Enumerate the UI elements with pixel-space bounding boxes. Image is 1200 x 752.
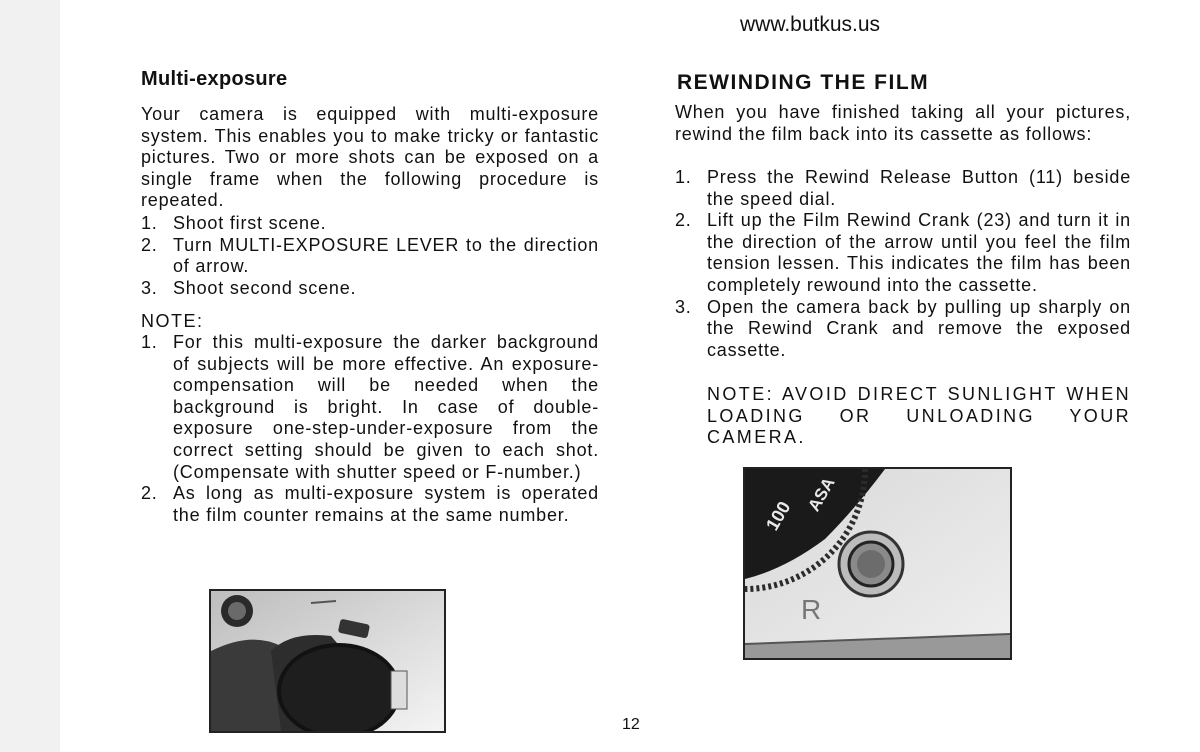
multi-exposure-steps <box>141 213 599 299</box>
note-label: NOTE: <box>141 311 204 331</box>
multi-exposure-notes <box>141 332 599 526</box>
list-item: 1. Shoot first scene. <box>141 213 327 233</box>
dial-asa-label: ASA <box>804 474 839 515</box>
rewinding-intro: When you have finished taking all your pictures, rewind the film back into its cassette as follows: <box>675 102 1131 144</box>
r-marking-label: R <box>801 594 822 625</box>
rewinding-steps <box>675 167 1131 361</box>
list-item: 3. Open the camera back by pulling up sharply on the Rewind Crank and remove the exposed cassette. <box>675 296 1131 360</box>
list-item: 3. Shoot second scene. <box>141 277 357 298</box>
rewind-release-button-photo <box>743 467 1012 660</box>
dial-number-label: 100 <box>762 497 795 534</box>
watermark-url: www.butkus.us <box>740 13 881 36</box>
page-number: 12 <box>622 716 640 733</box>
section-heading-multi-exposure: Multi-exposure <box>141 68 288 90</box>
multi-exposure-intro: Your camera is equipped with multi-exposure system. This enables you to make tricky or fantastic pictures. Two or more shots can be exposed on a single frame when the following procedure is repeated. <box>141 104 599 211</box>
list-item: 2. Turn MULTI-EXPOSURE LEVER to the direction of arrow. <box>141 234 599 277</box>
list-item: 1. For this multi-exposure the darker background of subjects will be more effective. An exposure-compensation will be needed when the background is bright. In case of double-exposure one-step-under-exposure from the correct setting should be given to each shot. (Compensate with shutter speed or F-number.) <box>141 332 599 482</box>
list-item: 2. As long as multi-exposure system is operated the film counter remains at the same number. <box>141 483 599 525</box>
list-item: 1. Press the Rewind Release Button (11) beside the speed dial. <box>675 167 1131 209</box>
sunlight-warning-note: NOTE: AVOID DIRECT SUNLIGHT WHEN LOADING OR UNLOADING YOUR CAMERA. <box>707 384 1131 448</box>
list-item: 2. Lift up the Film Rewind Crank (23) and turn it in the direction of the arrow until you feel the film tension lessen. This indicates the film has been completely rewound into the cassette. <box>675 210 1131 295</box>
section-heading-rewinding: REWINDING THE FILM <box>677 71 930 94</box>
multi-exposure-lever-photo <box>209 589 446 733</box>
